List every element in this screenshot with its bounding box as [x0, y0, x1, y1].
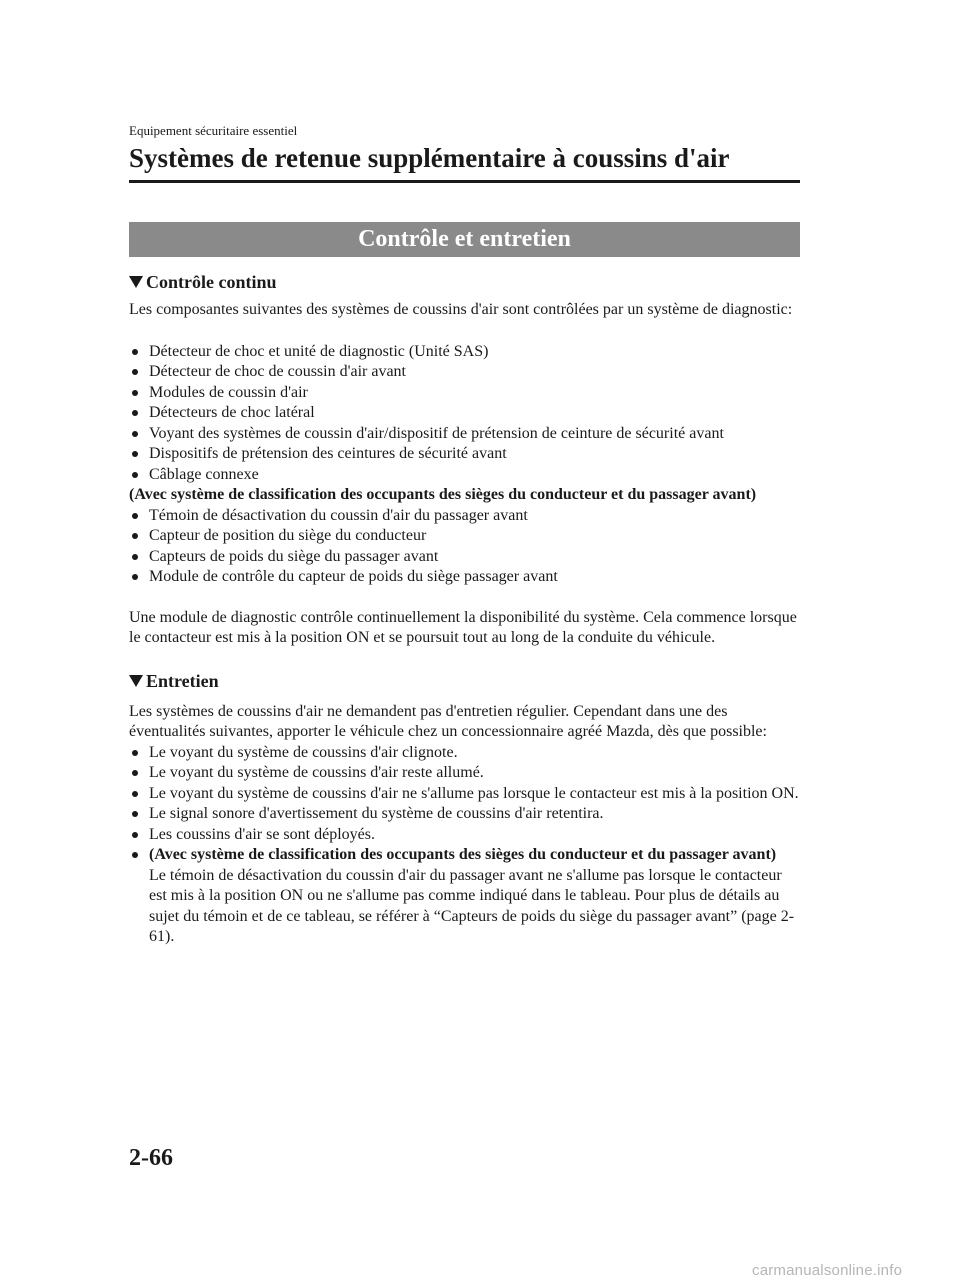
heading-controle-continu: [129, 270, 800, 294]
watermark: carmanualsonline.info: [752, 1262, 903, 1279]
heading-entretien: [129, 669, 800, 693]
list-item: Les coussins d'air se sont déployés.: [129, 825, 800, 846]
subheading-occupant-classification: (Avec système de classification des occupants des sièges du conducteur et du passager avant): [129, 486, 757, 503]
list-item-text: Le témoin de désactivation du coussin d'air du passager avant ne s'allume pas lorsque le contacteur est mis à la position ON ou ne s'allume pas comme indiqué dans le tableau. Pour plus de détails au sujet du témoin et de ce tableau, se référer à “Capteurs de poids du siège du passager avant” (page 2-61).: [149, 866, 795, 945]
list-item: Le voyant du système de coussins d'air clignote.: [129, 743, 800, 764]
list-item: Module de contrôle du capteur de poids du siège passager avant: [129, 567, 800, 588]
heading-text: Entretien: [146, 670, 219, 691]
list-item: Témoin de désactivation du coussin d'air du passager avant: [129, 506, 800, 527]
list-item: Détecteur de choc et unité de diagnostic (Unité SAS): [129, 342, 800, 363]
maintenance-list: [129, 743, 800, 948]
list-item: Détecteurs de choc latéral: [129, 403, 800, 424]
list-item-bold: (Avec système de classification des occupants des sièges du conducteur et du passager avant): [149, 846, 777, 863]
list-item: Voyant des systèmes de coussin d'air/dispositif de prétension de ceinture de sécurité avant: [129, 424, 800, 445]
list-item: Câblage connexe: [129, 465, 800, 486]
chapter-title: Systèmes de retenue supplémentaire à coussins d'air: [129, 143, 730, 173]
chapter-label: Equipement sécuritaire essentiel: [129, 123, 298, 138]
triangle-down-icon: [129, 675, 143, 687]
list-item: Le voyant du système de coussins d'air ne s'allume pas lorsque le contacteur est mis à la position ON.: [129, 784, 800, 805]
header-rule: [129, 180, 800, 183]
list-item: Modules de coussin d'air: [129, 383, 800, 404]
list-item: Dispositifs de prétension des ceintures de sécurité avant: [129, 444, 800, 465]
paragraph-maintenance: Les systèmes de coussins d'air ne demandent pas d'entretien régulier. Cependant dans une des éventualités suivantes, apporter le véhicule chez un concessionnaire agréé Mazda, dès que possible:: [129, 702, 767, 740]
section-banner: Contrôle et entretien: [129, 222, 800, 257]
list-item: Capteurs de poids du siège du passager avant: [129, 547, 800, 568]
list-item: Capteur de position du siège du conducteur: [129, 526, 800, 547]
paragraph-intro: Les composantes suivantes des systèmes de coussins d'air sont contrôlées par un système de diagnostic:: [129, 301, 793, 318]
heading-text: Contrôle continu: [146, 272, 277, 292]
page-number: 2-66: [129, 1145, 173, 1171]
list-item: Le signal sonore d'avertissement du système de coussins d'air retentira.: [129, 804, 800, 825]
paragraph-diagnostic: Une module de diagnostic contrôle continuellement la disponibilité du système. Cela commence lorsque le contacteur est mis à la position ON et se poursuit tout au long de la conduite du véhicule.: [129, 608, 797, 646]
occupant-system-list: [129, 506, 800, 588]
page-content: [129, 270, 800, 948]
list-item: Détecteur de choc de coussin d'air avant: [129, 362, 800, 383]
triangle-down-icon: [129, 276, 143, 288]
list-item: Le voyant du système de coussins d'air reste allumé.: [129, 763, 800, 784]
component-list: [129, 342, 800, 486]
list-item: [129, 845, 800, 948]
